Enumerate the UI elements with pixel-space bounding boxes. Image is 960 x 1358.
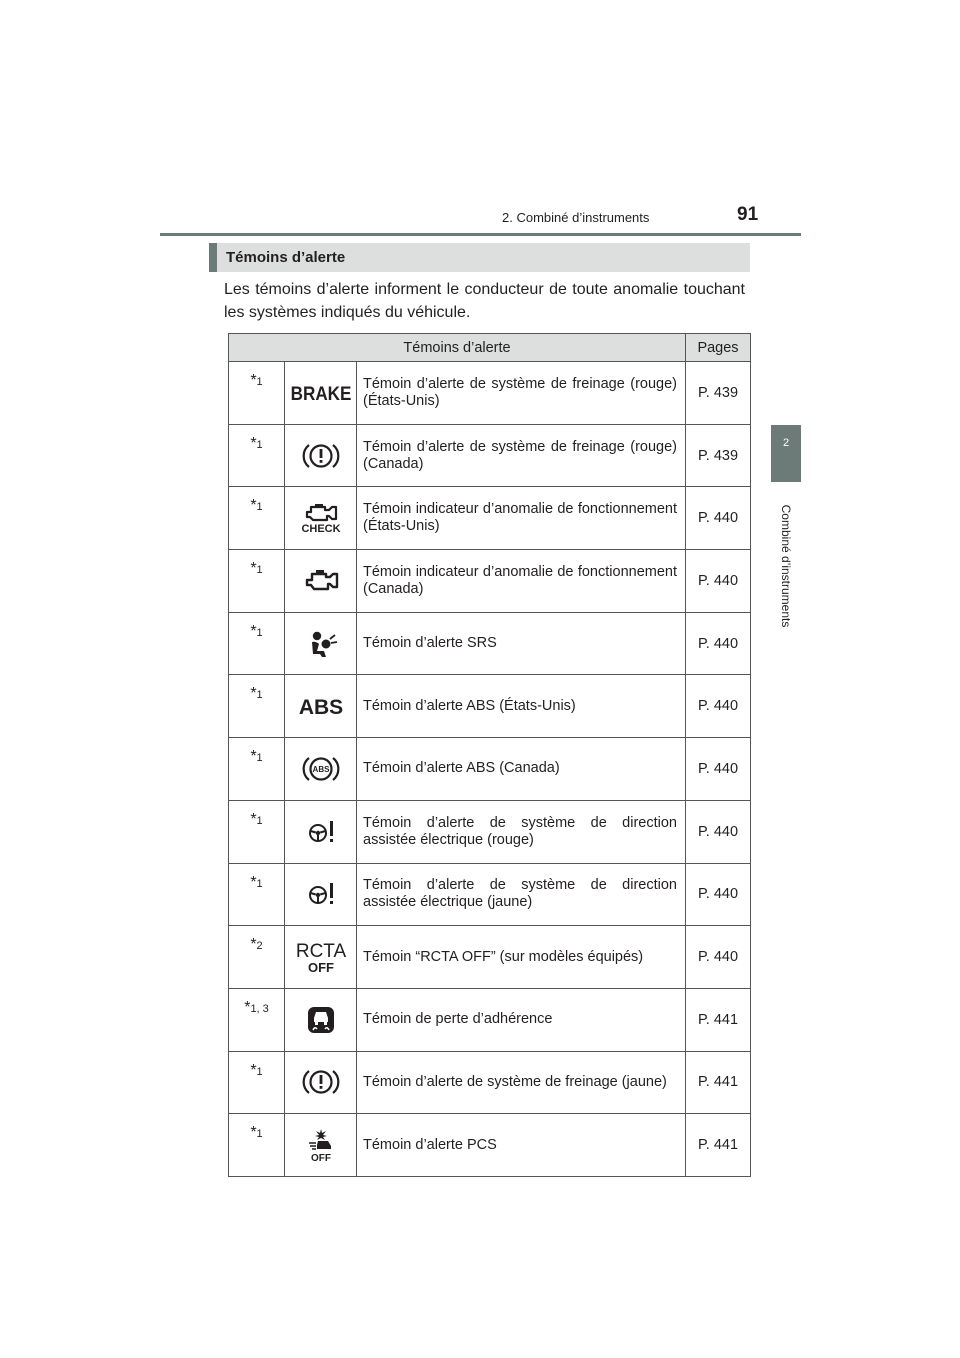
footnote-ref: *1	[229, 863, 285, 926]
table-row	[229, 424, 751, 487]
footnote-ref: *1	[229, 487, 285, 550]
eps-steering-icon	[285, 863, 357, 926]
slip-indicator-icon	[285, 988, 357, 1051]
indicator-label: Témoin de perte d’adhérence	[357, 988, 686, 1051]
rcta-off-icon	[285, 926, 357, 989]
table-row	[229, 738, 751, 801]
footnote-ref: *1	[229, 612, 285, 675]
page-ref: P. 441	[686, 988, 751, 1051]
abs-text-icon	[285, 675, 357, 738]
indicator-label: Témoin d’alerte ABS (Canada)	[357, 738, 686, 801]
intro-paragraph: Les témoins d’alerte informent le conducteur de toute anomalie touchant les systèmes indiqués du véhicule.	[224, 281, 745, 321]
pcs-off-icon	[285, 1114, 357, 1177]
brake-text-icon	[285, 362, 357, 425]
table-row	[229, 362, 751, 425]
footnote-ref: *1, 3	[229, 988, 285, 1051]
footnote-ref: *1	[229, 1114, 285, 1177]
chapter-tab: 2	[771, 425, 801, 482]
srs-airbag-icon	[285, 612, 357, 675]
indicator-label: Témoin d’alerte de système de freinage (jaune)	[357, 1051, 686, 1114]
eps-steering-icon	[285, 800, 357, 863]
page-ref: P. 440	[686, 612, 751, 675]
footnote-ref: *1	[229, 800, 285, 863]
page-ref: P. 441	[686, 1051, 751, 1114]
page-ref: P. 440	[686, 800, 751, 863]
header-pages: Pages	[686, 334, 751, 362]
footnote-ref: *1	[229, 362, 285, 425]
running-header-section: 2. Combiné d’instruments	[502, 210, 650, 225]
table-row	[229, 988, 751, 1051]
footnote-ref: *2	[229, 926, 285, 989]
svg-text:OFF: OFF	[307, 960, 334, 976]
svg-text:ABS: ABS	[298, 696, 343, 720]
table-row	[229, 1051, 751, 1114]
footnote-ref: *1	[229, 550, 285, 613]
indicator-label: Témoin d’alerte ABS (États-Unis)	[357, 675, 686, 738]
page-ref: P. 441	[686, 1114, 751, 1177]
indicator-label: Témoin d’alerte SRS	[357, 612, 686, 675]
header-rule	[160, 233, 801, 236]
svg-text:ABS: ABS	[312, 764, 329, 774]
page-ref: P. 439	[686, 362, 751, 425]
table-row	[229, 863, 751, 926]
svg-text:BRAKE: BRAKE	[290, 383, 351, 405]
indicator-label: Témoin d’alerte PCS	[357, 1114, 686, 1177]
svg-text:RCTA: RCTA	[295, 941, 346, 963]
indicator-label: Témoin d’alerte de système de direction assistée électrique (jaune)	[357, 863, 686, 926]
page-ref: P. 439	[686, 424, 751, 487]
indicator-label: Témoin “RCTA OFF” (sur modèles équipés)	[357, 926, 686, 989]
page-ref: P. 440	[686, 675, 751, 738]
indicator-label: Témoin indicateur d’anomalie de fonctionnement (États-Unis)	[357, 487, 686, 550]
page-number: 91	[737, 204, 759, 225]
page-ref: P. 440	[686, 738, 751, 801]
table-row	[229, 800, 751, 863]
check-engine-icon	[285, 487, 357, 550]
table-row	[229, 550, 751, 613]
table-row	[229, 675, 751, 738]
table-header-row	[229, 334, 751, 362]
header-indicator: Témoins d’alerte	[229, 334, 686, 362]
page-ref: P. 440	[686, 487, 751, 550]
footnote-ref: *1	[229, 675, 285, 738]
indicator-label: Témoin d’alerte de système de freinage (rouge) (Canada)	[357, 424, 686, 487]
table-row	[229, 1114, 751, 1177]
footnote-ref: *1	[229, 424, 285, 487]
page-ref: P. 440	[686, 550, 751, 613]
indicator-label: Témoin indicateur d’anomalie de fonctionnement (Canada)	[357, 550, 686, 613]
section-heading: Témoins d’alerte	[209, 243, 750, 272]
indicator-label: Témoin d’alerte de système de freinage (rouge) (États-Unis)	[357, 362, 686, 425]
table-row	[229, 926, 751, 989]
abs-circle-icon	[285, 738, 357, 801]
footnote-ref: *1	[229, 738, 285, 801]
page-ref: P. 440	[686, 863, 751, 926]
brake-circle-icon	[285, 1051, 357, 1114]
indicator-label: Témoin d’alerte de système de direction assistée électrique (rouge)	[357, 800, 686, 863]
brake-circle-icon	[285, 424, 357, 487]
svg-text:OFF: OFF	[310, 1153, 331, 1165]
footnote-ref: *1	[229, 1051, 285, 1114]
table-row	[229, 612, 751, 675]
engine-icon	[285, 550, 357, 613]
page-ref: P. 440	[686, 926, 751, 989]
warning-lights-table	[228, 333, 751, 1177]
chapter-title: Combiné d’instruments	[779, 504, 793, 628]
svg-text:CHECK: CHECK	[300, 523, 341, 536]
table-row	[229, 487, 751, 550]
